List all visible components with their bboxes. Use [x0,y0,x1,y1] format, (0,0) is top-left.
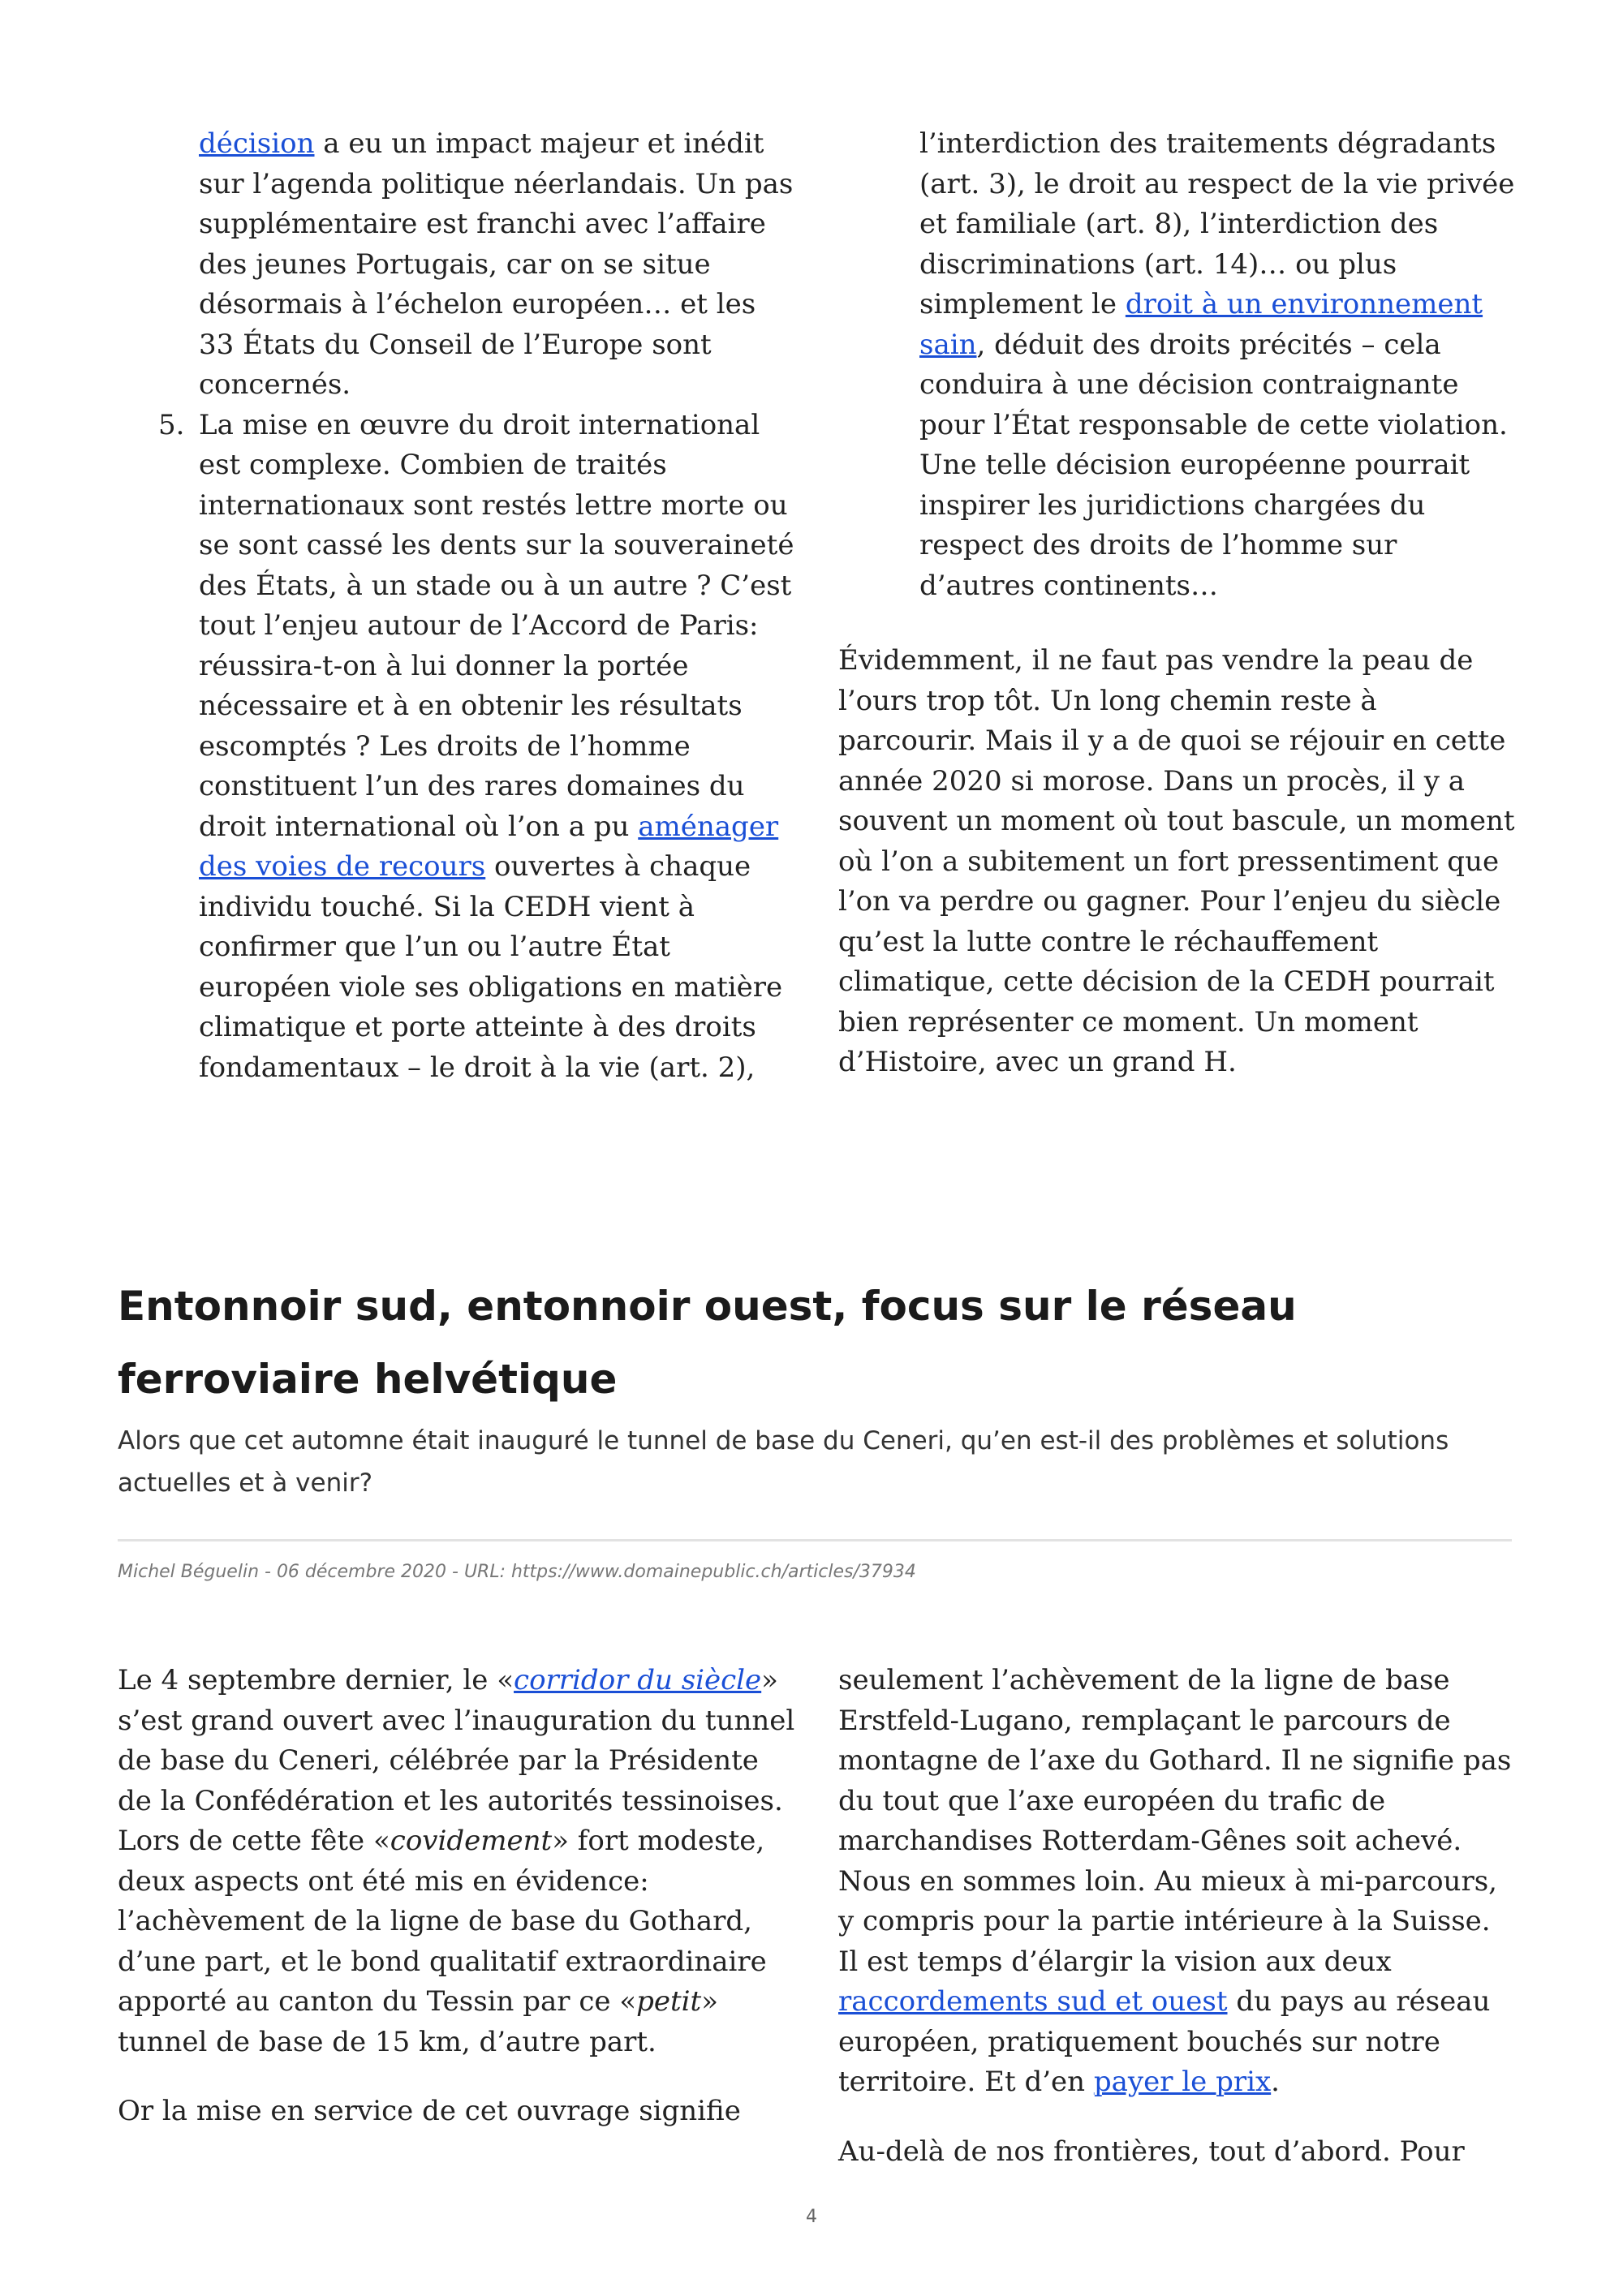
article-p1-text-b: » s’est grand ouvert avec l’inauguration du tunnel de base du Ceneri, célébrée par la Présidente de la Confédération et les autorités tessinoises. Lors de cette fête « [118,1664,795,1857]
article-paragraph-4: Au-delà de nos frontières, tout d’abord. Pour [838,2135,1465,2168]
evidemment-paragraph: Évidemment, il ne faut pas vendre la peau de l’ours trop tôt. Un long chemin reste à parcourir. Mais il y a de quoi se réjouir en cette année 2020 si morose. Dans un procès, il y a souvent un moment où tout bascule, un moment où l’on a subitement un fort pressentiment que l’on va perdre ou gagner. Pour l’enjeu du siècle qu’est la lutte contre le réchauffement climatique, cette décision de la CEDH pourrait bien représenter ce moment. Un moment d’Histoire, avec un grand H. [838,644,1515,1078]
list-item-5-text-a: La mise en œuvre du droit international est complexe. Combien de traités internationaux sont restés lettre morte ou se sont cassé les dents sur la souveraineté des États, à un stade ou à un autre ? C’est tout l’enjeu autour de l’Accord de Paris: réussira-t-on à lui donner la portée nécessaire et à en obtenir les résultats escomptés ? Les droits de l’homme constituent l’un des rares domaines du droit international où l’on a pu [199,408,794,843]
article-title: Entonnoir sud, entonnoir ouest, focus sur le réseau ferroviaire helvétique [118,1283,1297,1403]
article-right-column [838,1661,1516,2172]
raccordements-link[interactable]: raccordements sud et ouest [838,1985,1228,2018]
petit-emphasis: petit [636,1985,702,2018]
decision-link[interactable]: décision [199,127,315,160]
covidement-emphasis: covidement [390,1825,553,1857]
voies-de-recours-link[interactable]: aménager des voies de recours [199,810,779,883]
list-item-5 [158,406,799,1089]
list-number-5: 5. [158,408,185,441]
list-item-4 [199,124,799,406]
article-byline: Michel Béguelin - 06 décembre 2020 - URL: https://www.domainepublic.ch/articles/37934 [118,1562,916,1582]
divider [118,1539,1512,1541]
article-p1-text-d: » tunnel de base de 15 km, d’autre part. [118,1985,719,2058]
article-paragraph-1 [118,1661,799,2062]
top-right-column [919,124,1516,606]
right-cont-text-a: l’interdiction des traitements dégradants (art. 3), le droit au respect de la vie privée et familiale (art. 8), l’interdiction des discriminations (art. 14)… ou plus simplement le [919,127,1515,320]
article-p3-text-b: du pays au réseau européen, pratiquement bouchés sur notre territoire. Et d’en [838,1985,1491,2098]
article-subtitle: Alors que cet automne était inauguré le tunnel de base du Ceneri, qu’en est-il des problèmes et solutions actuelles et à venir? [118,1426,1449,1498]
payer-le-prix-link[interactable]: payer le prix [1093,2066,1272,2098]
top-right-paragraph [838,641,1516,1083]
article-p1-text-a: Le 4 septembre dernier, le « [118,1664,514,1696]
list-item-5-text-b: ouvertes à chaque individu touché. Si la CEDH vient à confirmer que l’un ou l’autre État européen viole ses obligations en matière climatique et porte atteinte à des droits fondamentaux – le droit à la vie (art. 2), [199,850,783,1084]
environnement-sain-link[interactable]: droit à un environnement sain [919,288,1483,361]
article-paragraph-2: Or la mise en service de cet ouvrage signifie [118,2095,741,2127]
right-list-continuation [919,124,1516,606]
list-item-4-text: a eu un impact majeur et inédit sur l’agenda politique néerlandais. Un pas supplémentaire est franchi avec l’affaire des jeunes Portugais, car on se situe désormais à l’échelon européen… et les 33 États du Conseil de l’Europe sont concernés. [199,127,794,401]
article-p1-text-c: » fort modeste, deux aspects ont été mis en évidence: l’achèvement de la ligne de base du Gothard, d’une part, et le bond qualitatif extraordinaire apporté au canton du Tessin par ce « [118,1825,767,2018]
article-left-column [118,1661,799,2132]
numbered-list [158,124,799,1088]
page-number: 4 [806,2207,817,2227]
right-cont-text-b: , déduit des droits précités – cela conduira à une décision contraignante pour l’État responsable de cette violation. Une telle décision européenne pourrait inspirer les juridictions chargées du respect des droits de l’homme sur d’autres continents… [919,328,1508,602]
article-paragraph-3 [838,1661,1516,2103]
top-left-column [158,124,799,1088]
article-p3-text-a: seulement l’achèvement de la ligne de base Erstfeld-Lugano, remplaçant le parcours de montagne de l’axe du Gothard. Il ne signifie pas du tout que l’axe européen du trafic de marchandises Rotterdam-Gênes soit achevé. Nous en sommes loin. Au mieux à mi-parcours, y compris pour la partie intérieure à la Suisse. Il est temps d’élargir la vision aux deux [838,1664,1512,1978]
corridor-du-siecle-link[interactable]: corridor du siècle [514,1664,762,1696]
article-p3-text-c: . [1271,2066,1280,2098]
